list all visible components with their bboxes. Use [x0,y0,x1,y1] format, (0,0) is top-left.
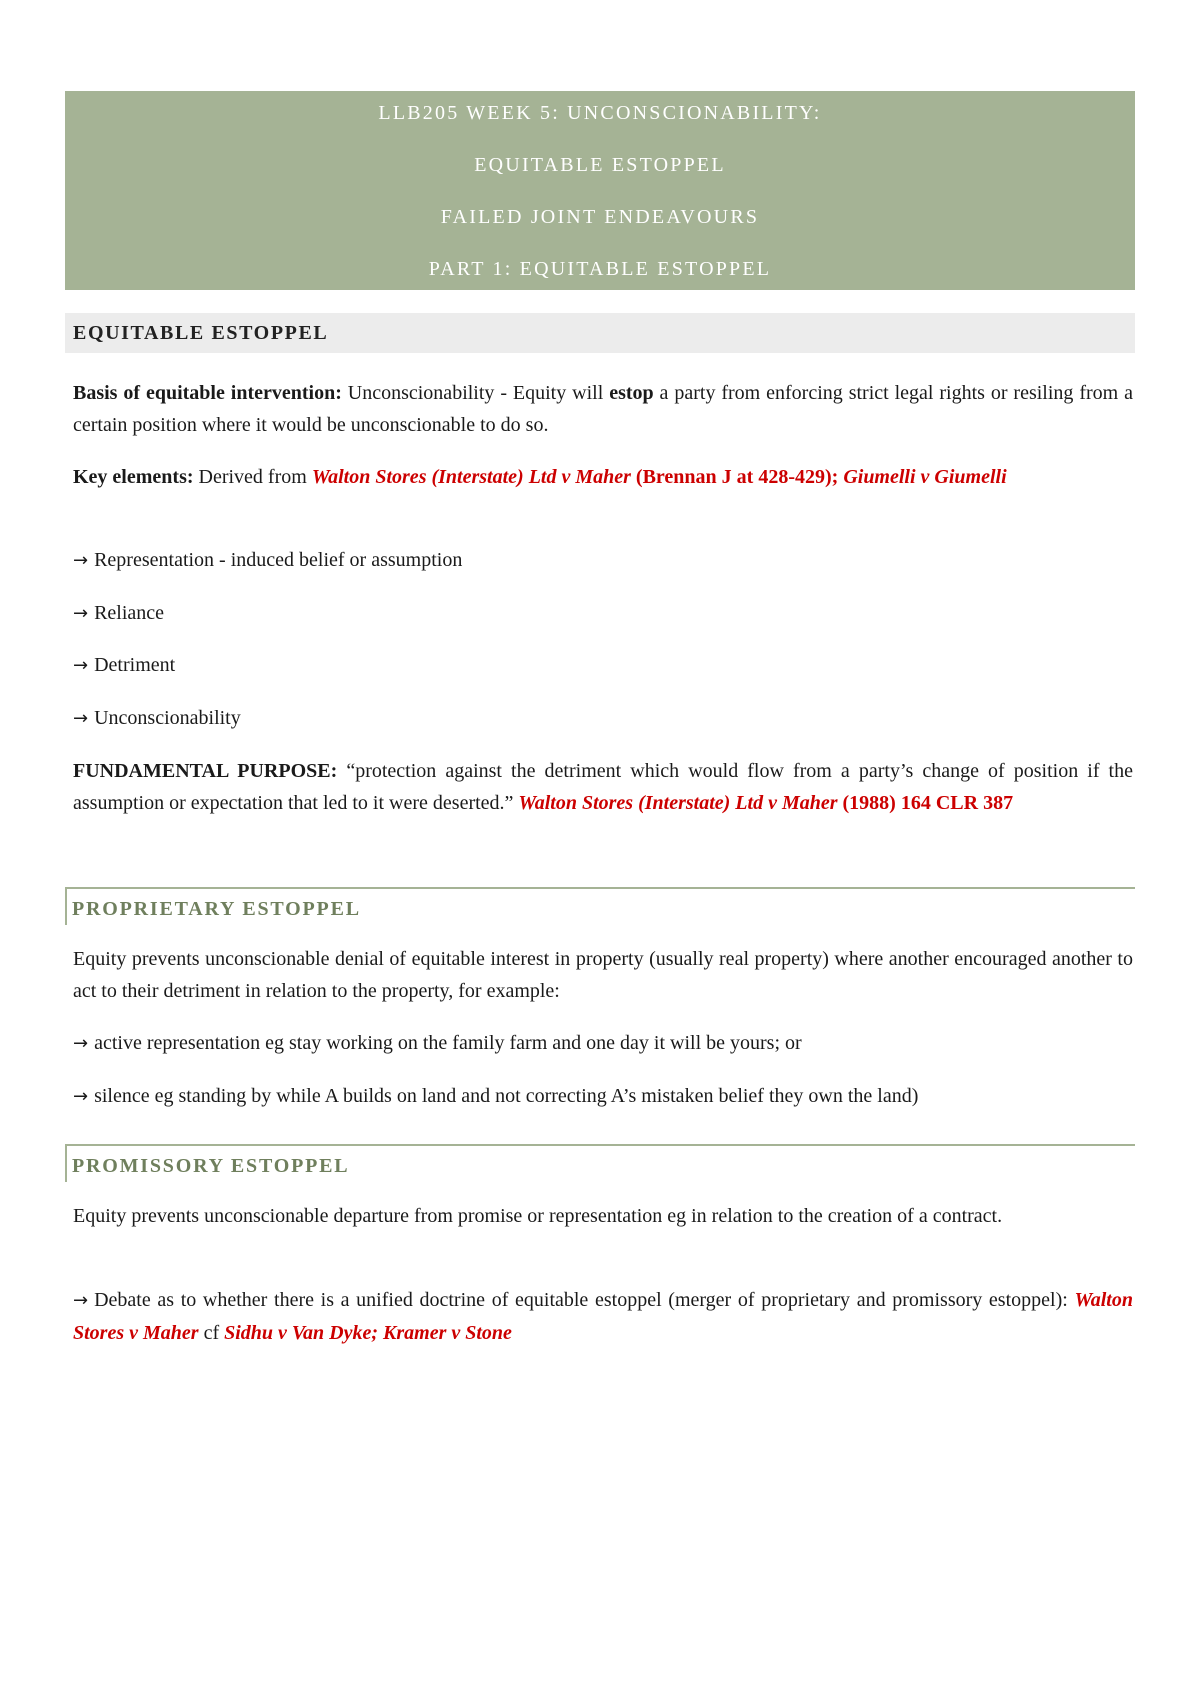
proprietary-bullet [73,1027,1133,1060]
arrow-icon: → [73,655,89,676]
bullet-text: active representation eg stay working on the family farm and one day it will be yours; or [94,1032,802,1054]
section-heading-text: EQUITABLE ESTOPPEL [73,322,329,344]
element-item [73,597,1133,630]
proprietary-bullet [73,1080,1133,1113]
subheading-proprietary-estoppel [65,887,1135,925]
arrow-icon: → [73,1086,89,1107]
basis-text-cont: a party from enforcing strict legal rights or resiling from a certain position where it would be unconscionable to do so. [73,382,1133,436]
title-line-3: FAILED JOINT ENDEAVOURS [440,206,760,228]
basis-text: Unconscionability - Equity will [341,382,610,404]
subheading-promissory-estoppel [65,1144,1135,1182]
basis-label: Basis of equitable intervention: [73,382,342,404]
basis-paragraph [73,377,1133,441]
title-line-2: EQUITABLE ESTOPPEL [474,154,726,176]
purpose-label: FUNDAMENTAL PURPOSE: [73,760,338,782]
debate-paragraph [73,1284,1133,1349]
case-citation: Walton Stores v Maher [73,1289,1133,1344]
element-text: Reliance [94,602,165,624]
subheading-text: PROPRIETARY ESTOPPEL [72,898,361,920]
basis-bold-term: estop [609,382,654,404]
key-elements-paragraph [73,461,1133,493]
report-citation: (1988) 164 CLR 387 [837,792,1014,814]
element-text: Representation - induced belief or assumption [94,549,463,571]
element-item [73,544,1133,577]
purpose-quote: “protection against the detriment which would flow from a party’s change of position if the assumption or expectation that led to it were deserted.” [73,760,1133,814]
title-line-1: LLB205 WEEK 5: UNCONSCIONABILITY: [378,102,822,124]
arrow-icon: → [73,1033,89,1054]
promissory-intro: Equity prevents unconscionable departure from promise or representation eg in relation to the creation of a contract. [73,1205,1003,1227]
pinpoint-citation: (Brennan J at 428-429); [630,466,844,488]
debate-text: Debate as to whether there is a unified doctrine of equitable estoppel (merger of proprietary and promissory estoppel): [94,1289,1075,1311]
title-banner [65,91,1135,290]
bullet-text: silence eg standing by while A builds on land and not correcting A’s mistaken belief they own the land) [94,1085,919,1107]
arrow-icon: → [73,1290,89,1311]
arrow-icon: → [73,550,89,571]
case-citation: Giumelli v Giumelli [843,466,1007,488]
arrow-icon: → [73,708,89,729]
proprietary-intro: Equity prevents unconscionable denial of equitable interest in property (usually real property) where another encouraged another to act to their detriment in relation to the property, for example: [73,948,1133,1002]
element-text: Unconscionability [94,707,241,729]
key-elements-text: Derived from [193,466,312,488]
case-citation: Sidhu v Van Dyke; Kramer v Stone [224,1322,512,1344]
title-line-4: PART 1: EQUITABLE ESTOPPEL [428,258,772,280]
element-text: Detriment [94,654,176,676]
element-item [73,649,1133,682]
subheading-text: PROMISSORY ESTOPPEL [72,1155,350,1177]
case-citation: Walton Stores (Interstate) Ltd v Maher [311,466,631,488]
section-heading-equitable-estoppel [65,313,1135,353]
key-elements-label: Key elements: [73,466,194,488]
case-citation: Walton Stores (Interstate) Ltd v Maher [518,792,838,814]
purpose-paragraph [73,755,1133,819]
cf-text: cf [198,1322,225,1344]
element-item [73,702,1133,735]
arrow-icon: → [73,603,89,624]
